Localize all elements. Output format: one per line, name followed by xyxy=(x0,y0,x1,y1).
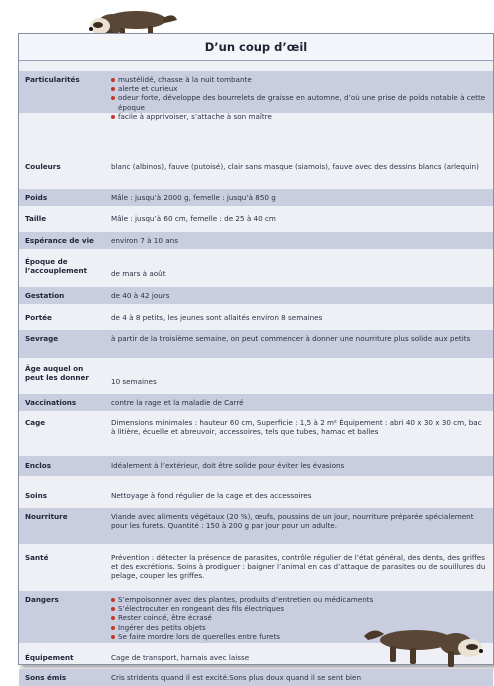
row-sons-emis xyxy=(19,669,493,686)
row-age-don xyxy=(19,363,493,391)
list-item: S’empoisonner avec des plantes, produits d’entretien ou médicaments xyxy=(111,595,486,604)
list-item: odeur forte, développe des bourrelets de graisse en automne, d’où une prise de poids notable à cette époque xyxy=(111,93,486,111)
row-value: 10 semaines xyxy=(111,377,157,386)
row-value: blanc (albinos), fauve (putoisé), clair sans masque (siamois), fauve avec des dessins blancs (arlequin) xyxy=(111,162,479,171)
row-taille xyxy=(19,210,493,227)
row-value: Dimensions minimales : hauteur 60 cm, Superficie : 1,5 à 2 m² Équipement : abri 40 x 30 x 30 cm, bac à litière, écuelle et abreuvoir, accessoires, tels que tubes, hamac et balles xyxy=(111,418,482,437)
row-particularites xyxy=(19,71,493,121)
list-item: Se faire mordre lors de querelles entre furets xyxy=(111,632,486,641)
row-label: Époque de l’accouplement xyxy=(25,257,88,276)
row-couleurs xyxy=(19,159,493,183)
row-sevrage xyxy=(19,330,493,358)
row-value: contre la rage et la maladie de Carré xyxy=(111,398,244,407)
row-label: Équipement xyxy=(25,653,74,662)
row-esperance-de-vie xyxy=(19,232,493,249)
row-value: Viande avec aliments végétaux (20 %), œufs, poussins de un jour, nourriture préparée spécialement pour les furets. Quantité : 150 à 200 g par jour pour un adulte. xyxy=(111,512,474,531)
ferret-bottom-image xyxy=(360,618,494,670)
row-value: Idéalement à l’extérieur, doit être solide pour éviter les évasions xyxy=(111,461,345,470)
row-label: Couleurs xyxy=(25,162,61,171)
row-label: Gestation xyxy=(25,291,65,300)
row-value: Cage de transport, harnais avec laisse xyxy=(111,653,250,662)
row-soins xyxy=(19,487,493,504)
row-cage xyxy=(19,415,493,451)
row-label: Portée xyxy=(25,313,52,322)
row-label: Espérance de vie xyxy=(25,236,94,245)
list-item: mustélidé, chasse à la nuit tombante xyxy=(111,75,486,84)
row-value: Nettoyage à fond régulier de la cage et des accessoires xyxy=(111,491,312,500)
row-gestation xyxy=(19,287,493,304)
row-label: Sevrage xyxy=(25,334,59,343)
row-value: Mâle : jusqu’à 60 cm, femelle : de 25 à 40 cm xyxy=(111,214,276,223)
list-item: facile à apprivoiser, s’attache à son maître xyxy=(111,112,486,121)
row-label: Poids xyxy=(25,193,48,202)
row-poids xyxy=(19,189,493,206)
fact-card xyxy=(18,33,494,682)
row-value: Mâle : jusqu’à 2000 g, femelle : jusqu’à 850 g xyxy=(111,193,276,202)
row-label: Dangers xyxy=(25,595,59,604)
row-label: Cage xyxy=(25,418,46,427)
card-title: D’un coup d’œil xyxy=(19,34,493,61)
row-label: Vaccinations xyxy=(25,398,77,407)
list-item: alerte et curieux xyxy=(111,84,486,93)
row-value: de 40 à 42 jours xyxy=(111,291,170,300)
particularites-list xyxy=(111,75,486,121)
row-value: de 4 à 8 petits, les jeunes sont allaités environ 8 semaines xyxy=(111,313,323,322)
row-label: Nourriture xyxy=(25,512,68,521)
row-enclos xyxy=(19,456,493,476)
row-value: de mars à août xyxy=(111,269,166,278)
row-nourriture xyxy=(19,508,493,544)
row-label: Particularités xyxy=(25,75,80,84)
row-value: à partir de la troisième semaine, on peut commencer à donner une nourriture plus solide aux petits xyxy=(111,334,471,343)
row-label: Âge auquel on peut les donner xyxy=(25,364,89,383)
list-item: Rester coincé, être écrasé xyxy=(111,613,486,622)
row-sante xyxy=(19,550,493,586)
row-accouplement xyxy=(19,256,493,282)
row-value: environ 7 à 10 ans xyxy=(111,236,178,245)
row-label: Taille xyxy=(25,214,47,223)
row-label: Soins xyxy=(25,491,47,500)
list-item: S’électrocuter en rongeant des fils électriques xyxy=(111,604,486,613)
row-label: Sons émis xyxy=(25,673,67,682)
row-label: Santé xyxy=(25,553,49,562)
row-vaccinations xyxy=(19,394,493,411)
row-label: Enclos xyxy=(25,461,51,470)
row-portee xyxy=(19,309,493,326)
row-value: Prévention : détecter la présence de parasites, contrôle régulier de l’état général, des dents, des griffes et des excrétions. Soins à prodiguer : baigner l’animal en cas d’attaque de parasites ou de souillures du pelage, couper les griffes. xyxy=(111,553,486,581)
list-item: Ingérer des petits objets xyxy=(111,623,486,632)
row-value: Cris stridents quand il est excité.Sons plus doux quand il se sent bien xyxy=(111,673,362,682)
